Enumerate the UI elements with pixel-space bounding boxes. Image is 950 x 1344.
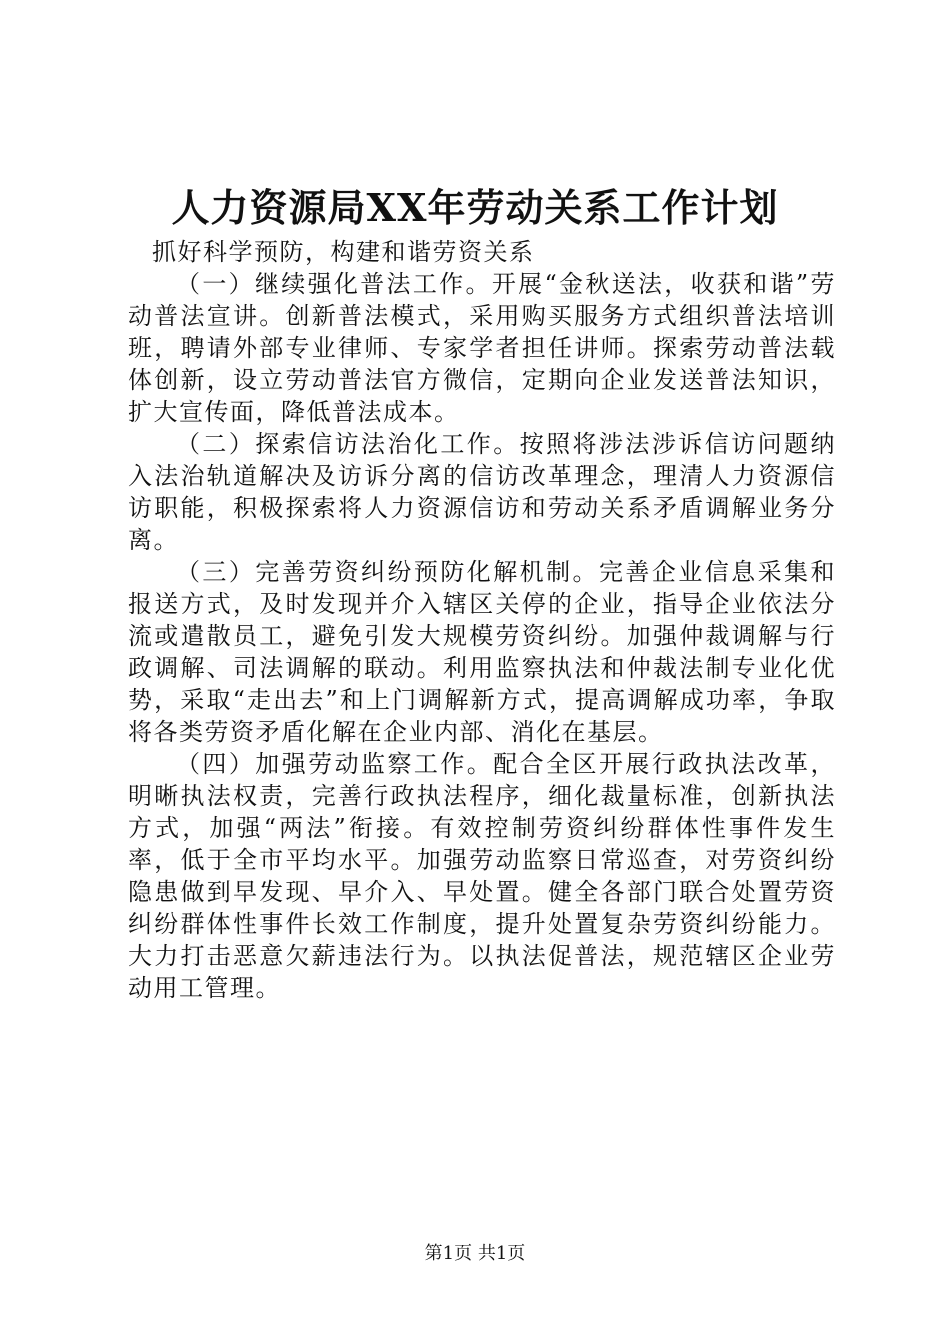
paragraph-3: （三）完善劳资纠纷预防化解机制。完善企业信息采集和报送方式，及时发现并介入辖区关停的企业，指导企业依法分流或遣散员工，避免引发大规模劳资纠纷。加强仲裁调解与行政调解、司法调解的联动。利用监察执法和仲裁法制专业化优势，采取“走出去”和上门调解新方式，提高调解成功率，争取将各类劳资矛盾化解在企业内部、消化在基层。 <box>128 558 836 746</box>
document-title: 人力资源局XX年劳动关系工作计划 <box>171 185 779 230</box>
paragraph-1: （一）继续强化普法工作。开展“金秋送法，收获和谐”劳动普法宣讲。创新普法模式，采用购买服务方式组织普法培训班，聘请外部专业律师、专家学者担任讲师。探索劳动普法载体创新，设立劳动普法官方微信，定期向企业发送普法知识，扩大宣传面，降低普法成本。 <box>128 270 836 426</box>
document-body <box>128 236 836 1004</box>
paragraph-4: （四）加强劳动监察工作。配合全区开展行政执法改革，明晰执法权责，完善行政执法程序，细化裁量标准，创新执法方式，加强“两法”衔接。有效控制劳资纠纷群体性事件发生率，低于全市平均水平。加强劳动监察日常巡查，对劳资纠纷隐患做到早发现、早介入、早处置。健全各部门联合处置劳资纠纷群体性事件长效工作制度，提升处置复杂劳资纠纷能力。大力打击恶意欠薪违法行为。以执法促普法，规范辖区企业劳动用工管理。 <box>128 750 836 1002</box>
document-subtitle: 抓好科学预防，构建和谐劳资关系 <box>152 238 535 266</box>
paragraph-2: （二）探索信访法治化工作。按照将涉法涉诉信访问题纳入法治轨道解决及访诉分离的信访改革理念，理清人力资源信访职能，积极探索将人力资源信访和劳动关系矛盾调解业务分离。 <box>128 430 836 554</box>
page-footer: 第1页 共1页 <box>424 1243 526 1264</box>
